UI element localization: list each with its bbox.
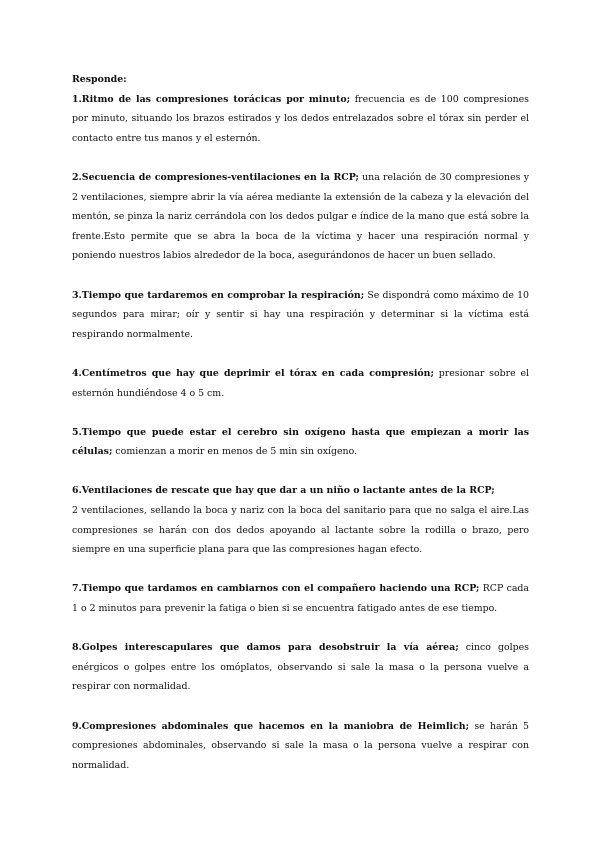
question-title: Secuencia de compresiones-ventilaciones en la RCP;	[81, 171, 359, 183]
question-answer: una relación de 30 compresiones y 2 ventilaciones, siempre abrir la vía aérea mediante la extensión de la cabeza y la elevación del mentón, se pinza la nariz cerrándola con los dedos pulgar e índice de la mano que está sobre la frente.Esto permite que se abra la boca de la víctima y hacer una respiración normal y poniendo nuestros labios alrededor de la boca, asegurándonos de hacer un buen sellado.	[72, 171, 529, 262]
question-7	[72, 579, 529, 618]
question-number: 1.	[72, 93, 82, 105]
question-title: Tiempo que tardaremos en comprobar la respiración;	[81, 289, 365, 301]
question-6	[72, 481, 529, 559]
question-title: Tiempo que tardamos en cambiarnos con el compañero haciendo una RCP;	[81, 583, 480, 595]
question-answer: frecuencia es de 100 compresiones por minuto, situando los brazos estirados y los dedos entrelazados sobre el tórax sin perder el contacto entre tus manos y el esternón.	[72, 93, 529, 144]
question-number: 4.	[72, 367, 82, 379]
question-number: 8.	[72, 642, 82, 654]
question-1	[72, 90, 529, 149]
question-5	[72, 423, 529, 462]
question-2	[72, 168, 529, 266]
question-number: 9.	[72, 720, 82, 732]
question-3	[72, 286, 529, 345]
question-title: Compresiones abdominales que hacemos en la maniobra de Heimlich;	[81, 720, 470, 732]
question-answer: RCP cada 1 o 2 minutos para prevenir la fatiga o bien si se encuentra fatigado antes de ese tiempo.	[72, 583, 530, 615]
heading: Responde:	[72, 74, 127, 85]
question-9	[72, 717, 529, 776]
question-answer: presionar sobre el esternón hundiéndose 4 o 5 cm.	[72, 367, 529, 399]
question-title: Centímetros que hay que deprimir el tórax en cada compresión;	[81, 367, 434, 379]
question-answer: se harán 5 compresiones abdominales, observando si sale la masa o la persona vuelve a respirar con normalidad.	[72, 720, 529, 771]
document-body	[72, 70, 529, 775]
question-8	[72, 638, 529, 697]
question-title: Golpes interescapulares que damos para desobstruir la vía aérea;	[81, 642, 459, 654]
question-4	[72, 364, 529, 403]
question-answer: cinco golpes enérgicos o golpes entre los omóplatos, observando si sale la masa o la persona vuelve a respirar con normalidad.	[72, 642, 529, 693]
question-number: 6.	[72, 485, 82, 497]
question-title: Ventilaciones de rescate que hay que dar a un niño o lactante antes de la RCP;	[81, 485, 495, 497]
question-answer: Se dispondrá como máximo de 10 segundos para mirar; oír y sentir si hay una respiración y determinar si la víctima está respirando normalmente.	[72, 289, 529, 340]
question-title: Tiempo que puede estar el cerebro sin oxígeno hasta que empiezan a morir las células;	[72, 426, 529, 458]
question-number: 3.	[72, 289, 82, 301]
question-number: 7.	[72, 583, 82, 595]
question-title: Ritmo de las compresiones torácicas por minuto;	[81, 93, 351, 105]
question-number: 5.	[72, 426, 82, 438]
question-answer: 2 ventilaciones, sellando la boca y nariz con la boca del sanitario para que no salga el aire.Las compresiones se harán con dos dedos apoyando al lactante sobre la rodilla o brazo, pero siempre en una superficie plana para que las compresiones hagan efecto.	[72, 505, 529, 556]
question-number: 2.	[72, 171, 82, 183]
question-answer: comienzan a morir en menos de 5 min sin oxígeno.	[115, 446, 358, 458]
